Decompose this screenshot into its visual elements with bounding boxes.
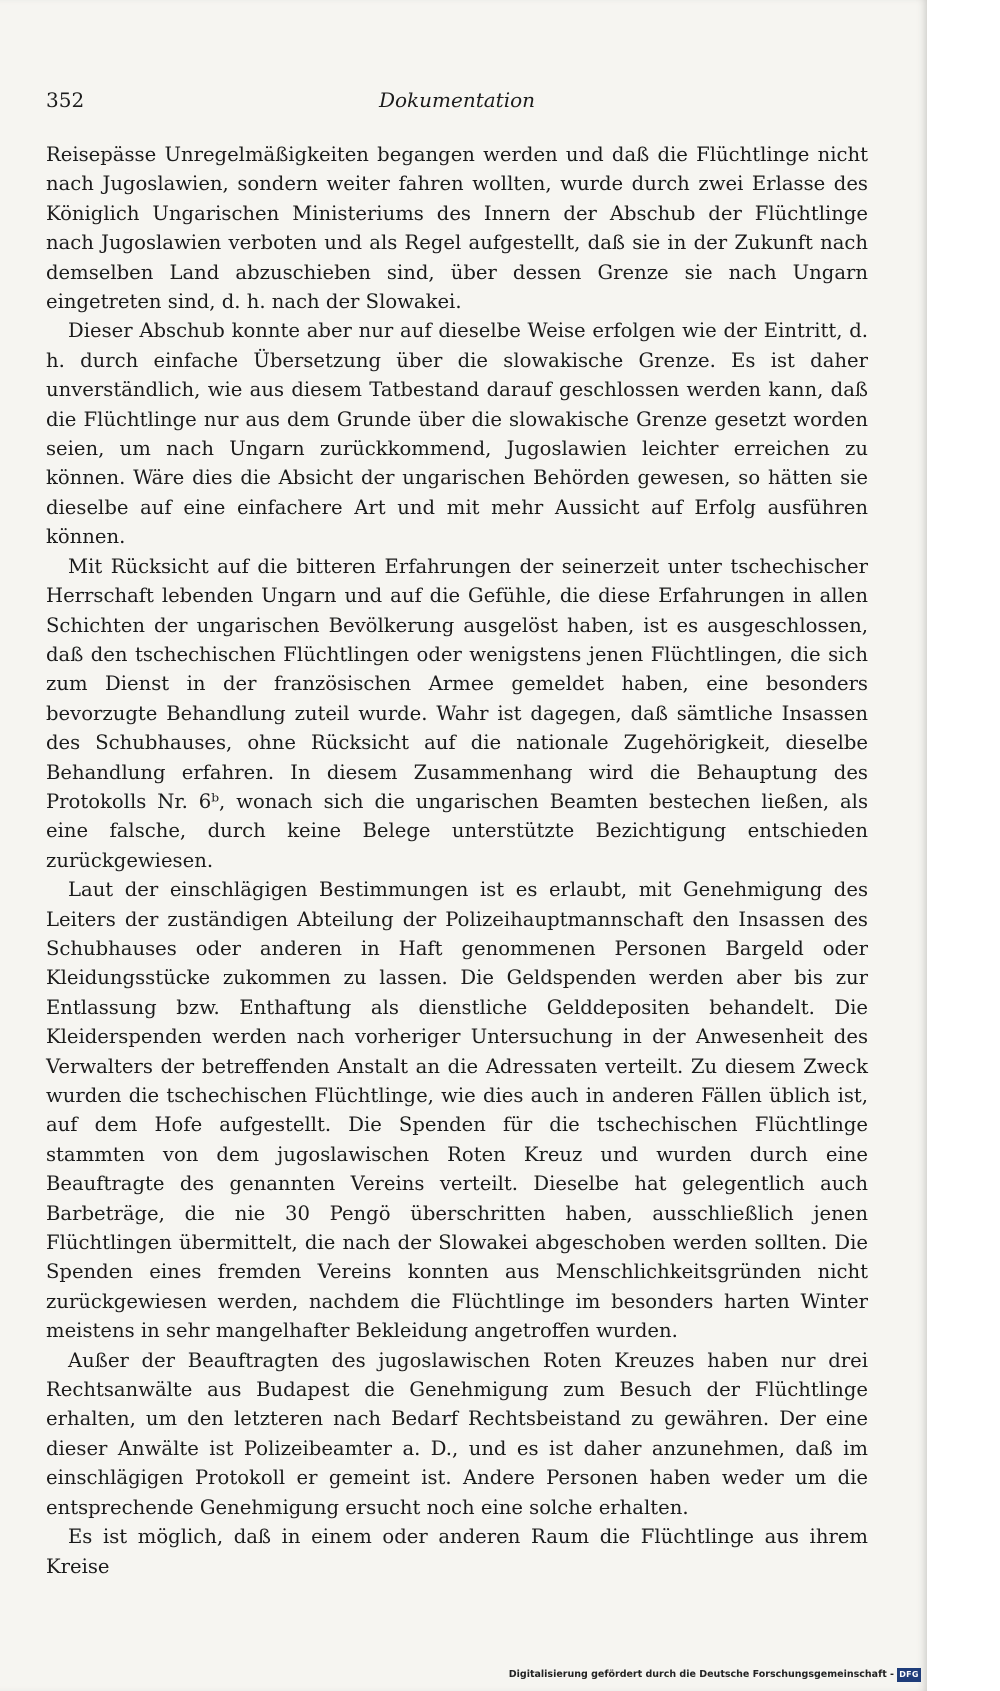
paragraph: Mit Rücksicht auf die bitteren Erfahrungen der seinerzeit unter tschechischer Herrschaft lebenden Ungarn und auf die Gefühle, die diese Erfahrungen in allen Schichten der ungarischen Bevölkerung ausgelöst haben, ist es ausgeschlossen, daß den tschechischen Flüchtlingen oder wenigstens jenen Flüchtlingen, die sich zum Dienst in der französischen Armee gemeldet haben, eine besonders bevorzugte Behandlung zuteil wurde. Wahr ist dagegen, daß sämtliche Insassen des Schubhauses, ohne Rücksicht auf die nationale Zugehörigkeit, dieselbe Behandlung erfahren. In diesem Zusammenhang wird die Behauptung des Protokolls Nr. 6ᵇ, wonach sich die ungarischen Beamten bestechen ließen, als eine falsche, durch keine Belege unterstützte Bezichtigung entschieden zurückgewiesen. <box>46 554 868 872</box>
paragraph: Reisepässe Unregelmäßigkeiten begangen werden und daß die Flüchtlinge nicht nach Jugoslawien, sondern weiter fahren wollten, wurde durch zwei Erlasse des Königlich Ungarischen Ministeriums des Innern der Abschub der Flüchtlinge nach Jugoslawien verboten und als Regel aufgestellt, daß sie in der Zukunft nach demselben Land abzuschieben sind, über dessen Grenze sie nach Ungarn eingetreten sind, d. h. nach der Slowakei. <box>46 143 868 314</box>
body-text <box>46 140 868 1581</box>
page-header <box>46 88 868 118</box>
scan-margin <box>927 0 1000 1691</box>
paragraph: Laut der einschlägigen Bestimmungen ist es erlaubt, mit Genehmigung des Leiters der zuständigen Abteilung der Polizeihauptmannschaft den Insassen des Schubhauses oder anderen in Haft genommenen Personen Bargeld oder Kleidungsstücke zukommen zu lassen. Die Geldspenden werden aber bis zur Entlassung bzw. Enthaftung als dienstliche Gelddepositen behandelt. Die Kleiderspenden werden nach vorheriger Untersuchung in der Anwesenheit des Verwalters der betreffenden Anstalt an die Adressaten verteilt. Zu diesem Zweck wurden die tschechischen Flüchtlinge, wie dies auch in anderen Fällen üblich ist, auf dem Hofe aufgestellt. Die Spenden für die tschechischen Flüchtlinge stammten von dem jugoslawischen Roten Kreuz und wurden durch eine Beauftragte des genannten Vereins verteilt. Dieselbe hat gelegentlich auch Barbeträge, die nie 30 Pengö überschritten haben, ausschließlich jenen Flüchtlingen übermittelt, die nach der Slowakei abgeschoben werden sollten. Die Spenden eines fremden Vereins konnten aus Menschlichkeitsgründen nicht zurückgewiesen werden, nachdem die Flüchtlinge im besonders harten Winter meistens in sehr mangelhafter Bekleidung angetroffen wurden. <box>46 878 868 1343</box>
paragraph: Es ist möglich, daß in einem oder anderen Raum die Flüchtlinge aus ihrem Kreise <box>46 1525 868 1578</box>
dfg-logo: DFG <box>897 1668 921 1682</box>
paragraph: Dieser Abschub konnte aber nur auf dieselbe Weise erfolgen wie der Eintritt, d. h. durch einfache Übersetzung über die slowakische Grenze. Es ist daher unverständlich, wie aus diesem Tatbestand darauf geschlossen werden kann, daß die Flüchtlinge nur aus dem Grunde über die slowakische Grenze gesetzt worden seien, um nach Ungarn zurückkommend, Jugoslawien leichter erreichen zu können. Wäre dies die Absicht der ungarischen Behörden gewesen, so hätten sie dieselbe auf eine einfachere Art und mit mehr Aussicht auf Erfolg ausführen können. <box>46 319 868 549</box>
page-number: 352 <box>46 88 85 112</box>
funding-note: Digitalisierung gefördert durch die Deutsche Forschungsgemeinschaft - <box>508 1669 894 1680</box>
paragraph: Außer der Beauftragten des jugoslawischen Roten Kreuzes haben nur drei Rechtsanwälte aus Budapest die Genehmigung zum Besuch der Flüchtlinge erhalten, um den letzteren nach Bedarf Rechtsbeistand zu gewähren. Der eine dieser Anwälte ist Polizeibeamter a. D., und es ist daher anzunehmen, daß im einschlägigen Protokoll er gemeint ist. Andere Personen haben weder um die entsprechende Genehmigung ersucht noch eine solche erhalten. <box>46 1348 868 1519</box>
running-head: Dokumentation <box>378 88 536 112</box>
